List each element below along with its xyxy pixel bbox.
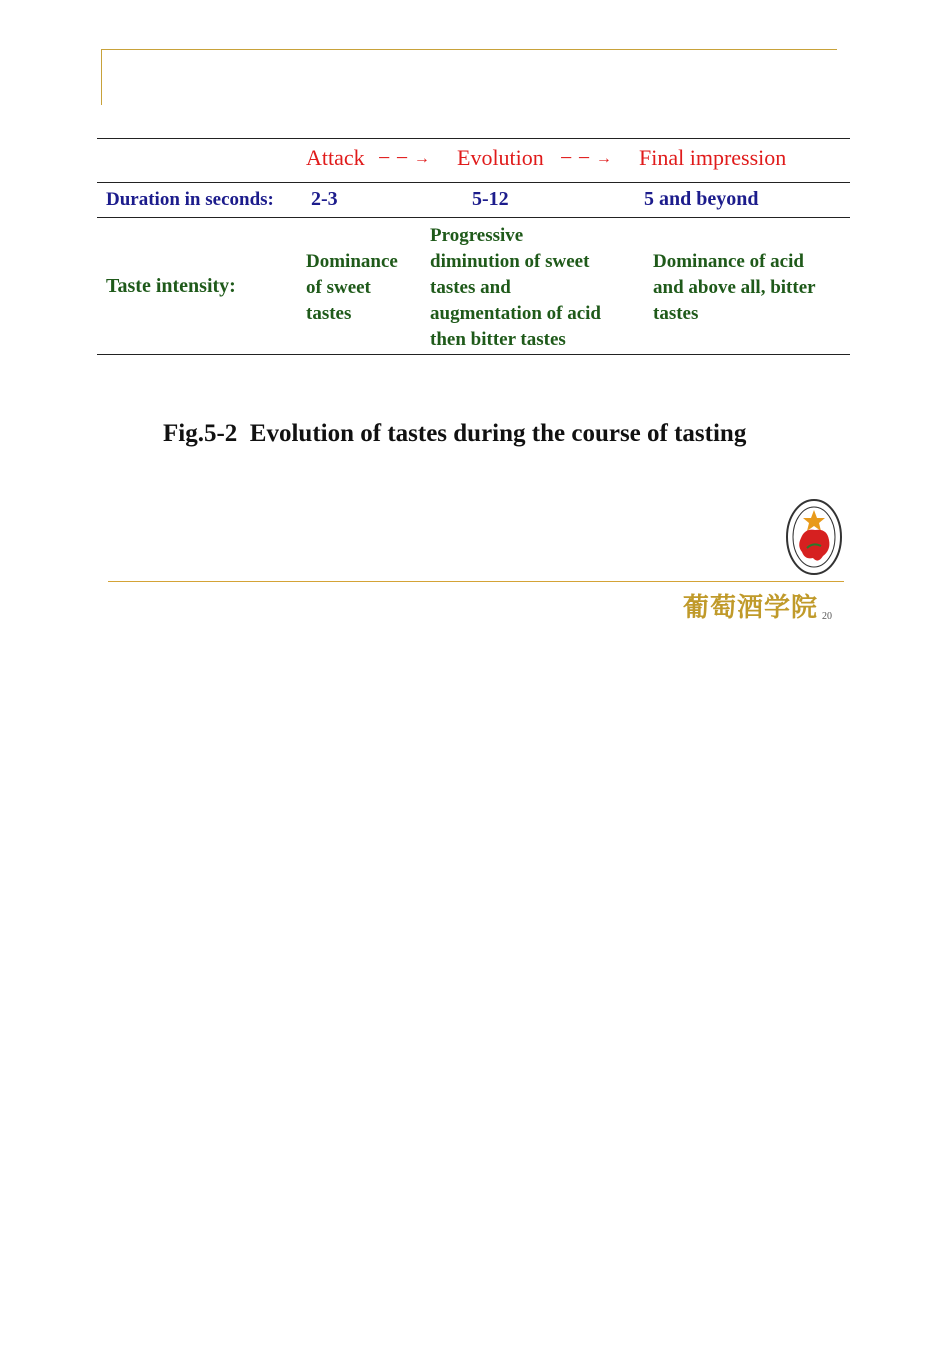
intensity-evolution	[430, 223, 601, 353]
table-header-rule	[97, 182, 850, 183]
table-row-rule	[97, 217, 850, 218]
college-name: 葡萄酒学院	[683, 593, 819, 623]
intensity-evolution-line: augmentation of acid	[430, 303, 601, 324]
intensity-evolution-line: diminution of sweet	[430, 251, 590, 272]
duration-final: 5 and beyond	[644, 188, 759, 210]
phase-final: Final impression	[639, 145, 787, 170]
intensity-label: Taste intensity:	[106, 275, 236, 297]
arrow-right-icon: →	[413, 150, 430, 167]
intensity-evolution-line: Progressive	[430, 225, 524, 246]
arrow-right-icon: →	[595, 150, 612, 167]
frame-left-border	[101, 49, 102, 105]
phase-arrow-2: − − →	[560, 145, 612, 170]
phase-evolution: Evolution	[457, 145, 544, 170]
intensity-attack-line: tastes	[306, 303, 352, 324]
table-top-rule	[97, 138, 850, 139]
page-number: 20	[822, 611, 832, 622]
intensity-final	[653, 249, 816, 327]
figure-caption: Fig.5-2 Evolution of tastes during the course of tasting	[163, 420, 747, 447]
intensity-evolution-line: then bitter tastes	[430, 329, 566, 350]
phase-attack: Attack	[306, 145, 365, 170]
phase-arrow-1: − − →	[378, 145, 430, 170]
frame-top-border	[101, 49, 837, 50]
intensity-evolution-line: tastes and	[430, 277, 511, 298]
intensity-final-line: and above all, bitter	[653, 277, 816, 298]
footer-rule	[108, 581, 844, 582]
duration-label: Duration in seconds:	[106, 189, 274, 210]
intensity-final-line: Dominance of acid	[653, 251, 804, 272]
intensity-attack	[306, 249, 398, 327]
intensity-final-line: tastes	[653, 303, 699, 324]
table-bottom-rule	[97, 354, 850, 355]
intensity-attack-line: of sweet	[306, 277, 371, 298]
intensity-attack-line: Dominance	[306, 251, 398, 272]
duration-attack: 2-3	[311, 188, 338, 210]
duration-evolution: 5-12	[472, 188, 509, 210]
college-seal-logo	[785, 498, 843, 576]
